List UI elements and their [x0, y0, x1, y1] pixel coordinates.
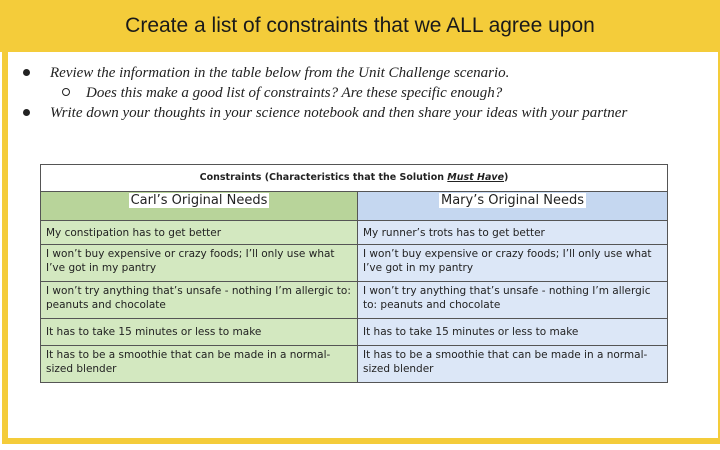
carl-cell: I won’t buy expensive or crazy foods; I’ll only use what I’ve got in my pantry — [41, 245, 358, 282]
bullet-text: Review the information in the table below from the Unit Challenge scenario. — [50, 65, 510, 81]
mary-cell: I won’t try anything that’s unsafe - nothing I’m allergic to: peanuts and chocolate — [358, 282, 668, 319]
bullet-text: Write down your thoughts in your science notebook and then share your ideas with your partner — [50, 105, 628, 121]
table-caption-row — [41, 165, 668, 192]
carl-cell: I won’t try anything that’s unsafe - nothing I’m allergic to: peanuts and chocolate — [41, 282, 358, 319]
caption-text: Constraints (Characteristics that the Solution — [199, 172, 448, 183]
mary-cell: It has to be a smoothie that can be made in a normal-sized blender — [358, 346, 668, 383]
caption-emphasis: Must Have — [447, 172, 505, 183]
table-row — [41, 282, 668, 319]
hollow-bullet-icon — [62, 88, 70, 96]
bullet-dot-icon — [23, 69, 30, 76]
bullet-dot-icon — [23, 109, 30, 116]
constraints-table — [40, 164, 668, 383]
header-label: Carl’s Original Needs — [130, 193, 268, 208]
mary-cell: My runner’s trots has to get better — [358, 221, 668, 245]
sub-bullet-text: Does this make a good list of constraints? Are these specific enough? — [86, 85, 503, 101]
title-bar — [0, 0, 720, 52]
bullet-item — [20, 63, 710, 83]
table-caption — [41, 165, 668, 192]
carl-cell: It has to be a smoothie that can be made in a normal-sized blender — [41, 346, 358, 383]
mary-cell: It has to take 15 minutes or less to make — [358, 319, 668, 346]
table-header-row — [41, 192, 668, 221]
bullet-item — [20, 103, 710, 123]
table-row — [41, 346, 668, 383]
table-row — [41, 221, 668, 245]
carl-cell: My constipation has to get better — [41, 221, 358, 245]
mary-cell: I won’t buy expensive or crazy foods; I’ll only use what I’ve got in my pantry — [358, 245, 668, 282]
header-label: Mary’s Original Needs — [440, 193, 584, 208]
table-row — [41, 245, 668, 282]
column-header-carl — [41, 192, 358, 221]
caption-close: ) — [504, 172, 509, 183]
page-title: Create a list of constraints that we ALL agree upon — [125, 14, 595, 37]
instruction-list — [20, 63, 710, 123]
column-header-mary — [358, 192, 668, 221]
carl-cell: It has to take 15 minutes or less to make — [41, 319, 358, 346]
table-row — [41, 319, 668, 346]
sub-bullet-item — [20, 83, 710, 103]
